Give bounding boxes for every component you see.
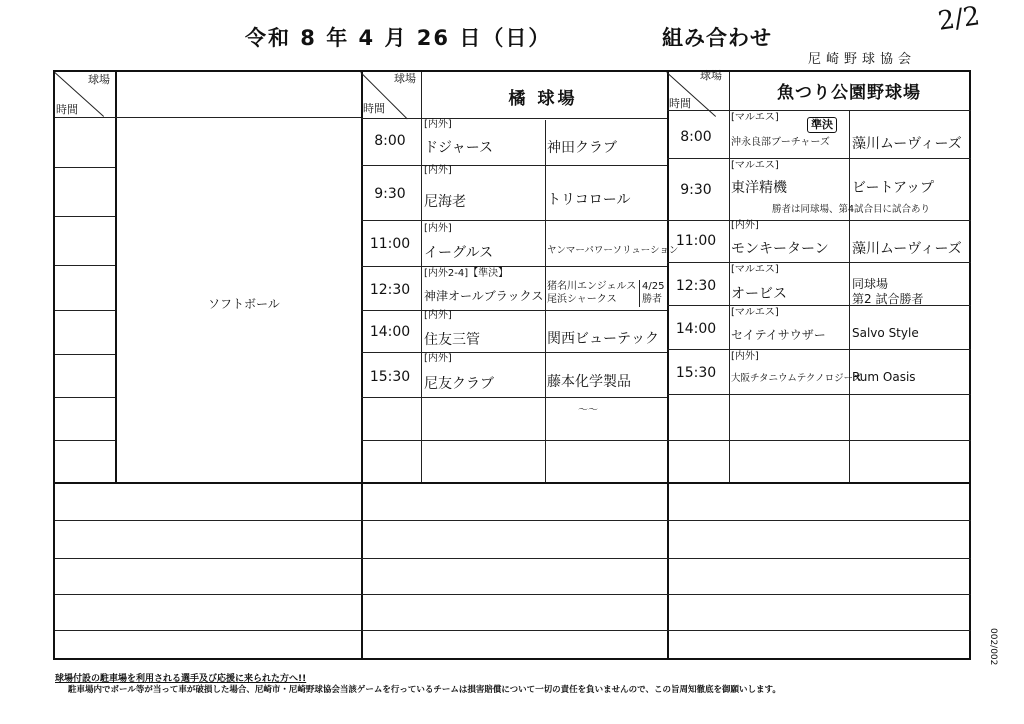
col-divider (729, 72, 730, 484)
team-home: 尼海老 (424, 194, 466, 210)
team-home: セイテイサウザー (731, 328, 826, 342)
row-divider (361, 397, 667, 398)
row-divider (667, 394, 971, 395)
row-divider (55, 167, 115, 168)
time-header-label: 時間 (669, 97, 691, 110)
document-title: 令和 8 年 4 月 26 日（日） (245, 26, 552, 50)
game-time: 11:00 (369, 236, 411, 252)
team-home: 神津オールブラックス (424, 289, 544, 303)
team-away: 藻川ムーヴィーズ (852, 136, 962, 152)
game-time: 14:00 (675, 321, 717, 337)
schedule-table (53, 70, 971, 660)
stray-mark: 〜〜 (578, 405, 598, 416)
row-divider (361, 310, 667, 311)
section-divider (55, 482, 971, 484)
bracket-note-line1: 4/25 (642, 281, 665, 292)
row-divider (667, 158, 971, 159)
softball-label: ソフトボール (208, 297, 280, 311)
team-away: 藤本化学製品 (547, 374, 631, 390)
team-away-line2: 尾浜シャークス (547, 294, 617, 305)
game-tag: [内外] (424, 353, 452, 364)
fax-page-mark: 002/002 (988, 628, 998, 666)
team-away: トリコロール (547, 192, 631, 208)
row-divider (667, 440, 971, 441)
team-away: 神田クラブ (547, 140, 617, 156)
venue-title-tachibana: 橘 球場 (508, 89, 578, 109)
row-divider (361, 220, 667, 221)
venue-header-label: 球場 (394, 72, 416, 85)
game-time: 8:00 (374, 133, 406, 149)
bracket-note-line2: 勝者 (642, 294, 662, 305)
game-tag: [内外] (424, 310, 452, 321)
row-divider (667, 305, 971, 306)
team-away-line1: 同球場 (852, 277, 889, 291)
team-home: イーグルス (424, 245, 494, 261)
document-subtitle: 組み合わせ (662, 26, 772, 50)
row-divider (55, 310, 115, 311)
game-time: 9:30 (374, 186, 406, 202)
team-home: 沖永良部ブーチャーズ (731, 137, 830, 148)
team-home: モンキーターン (731, 241, 829, 257)
col-divider (545, 120, 546, 484)
time-header-label: 時間 (363, 102, 385, 115)
bracket-line (639, 280, 640, 307)
row-divider (361, 165, 667, 166)
team-away: 藻川ムーヴィーズ (852, 241, 962, 257)
team-away: Rum Oasis (852, 370, 916, 384)
row-divider (55, 354, 115, 355)
team-away-line1: 猪名川エンジェルス (547, 281, 637, 292)
row-divider (667, 262, 971, 263)
row-divider (55, 558, 971, 559)
team-away: ビートアップ (852, 180, 935, 196)
team-home: 住友三管 (424, 332, 480, 348)
team-away: Salvo Style (852, 326, 919, 340)
team-away-line2: 第2 試合勝者 (852, 292, 924, 306)
venue-note: 勝者は同球場、第4試合目に試合あり (771, 204, 931, 215)
row-divider (55, 117, 115, 118)
row-divider (55, 520, 971, 521)
game-tag: [内外] (731, 351, 759, 362)
team-home: 東洋精機 (731, 180, 787, 196)
row-divider (55, 440, 115, 441)
game-tag: [マルエス] (731, 264, 779, 275)
col-divider (421, 72, 422, 484)
game-time: 12:30 (675, 278, 717, 294)
game-tag: [内外] (424, 165, 452, 176)
game-tag: [マルエス] (731, 160, 779, 171)
game-tag: [内外] (424, 119, 452, 130)
row-divider (55, 594, 971, 595)
row-divider (667, 110, 971, 111)
organization-name: 尼崎野球協会 (808, 52, 917, 67)
team-away: 関西ビューテック (547, 331, 659, 347)
game-time: 15:30 (369, 369, 411, 385)
team-home: ドジャース (424, 140, 494, 156)
game-time: 15:30 (675, 365, 717, 381)
time-header-label: 時間 (56, 103, 78, 116)
row-divider (115, 117, 361, 118)
game-tag: [マルエス] (731, 112, 779, 123)
row-divider (55, 265, 115, 266)
col-divider (361, 72, 363, 658)
venue-header-label: 球場 (88, 73, 110, 86)
team-away: ヤンマーパワーソリューション (547, 245, 679, 256)
game-time: 14:00 (369, 324, 411, 340)
semifinal-badge: 準決 (807, 117, 837, 133)
row-divider (361, 352, 667, 353)
game-tag: [内外2-4]【準決】 (424, 268, 509, 279)
game-tag: [内外] (424, 223, 452, 234)
game-tag: [マルエス] (731, 307, 779, 318)
row-divider (361, 266, 667, 267)
game-time: 11:00 (675, 233, 717, 249)
game-time: 8:00 (680, 129, 712, 145)
page-mark: 2/2 (936, 1, 982, 37)
col-divider (849, 110, 850, 484)
team-home: オービス (731, 286, 787, 302)
game-tag: [内外] (731, 220, 759, 231)
col-divider (115, 72, 117, 484)
game-time: 9:30 (680, 182, 712, 198)
team-home: 尼友クラブ (424, 376, 494, 392)
venue-header-label: 球場 (700, 69, 722, 82)
row-divider (55, 630, 971, 631)
row-divider (667, 220, 971, 221)
team-home: 大阪チタニウムテクノロジーズ (731, 373, 863, 384)
footer-notice-body: 駐車場内でボール等が当って車が破損した場合、尼崎市・尼崎野球協会当該ゲームを行っているチームは損害賠償について一切の責任を負いませんので、この旨周知徹底を御願いします。 (68, 685, 781, 695)
row-divider (55, 216, 115, 217)
venue-title-uotsuri: 魚つり公園野球場 (777, 83, 921, 103)
footer-notice-heading: 球場付設の駐車場を利用される選手及び応援に来られた方へ!! (55, 674, 307, 684)
game-time: 12:30 (369, 282, 411, 298)
row-divider (667, 349, 971, 350)
row-divider (55, 397, 115, 398)
row-divider (361, 440, 667, 441)
